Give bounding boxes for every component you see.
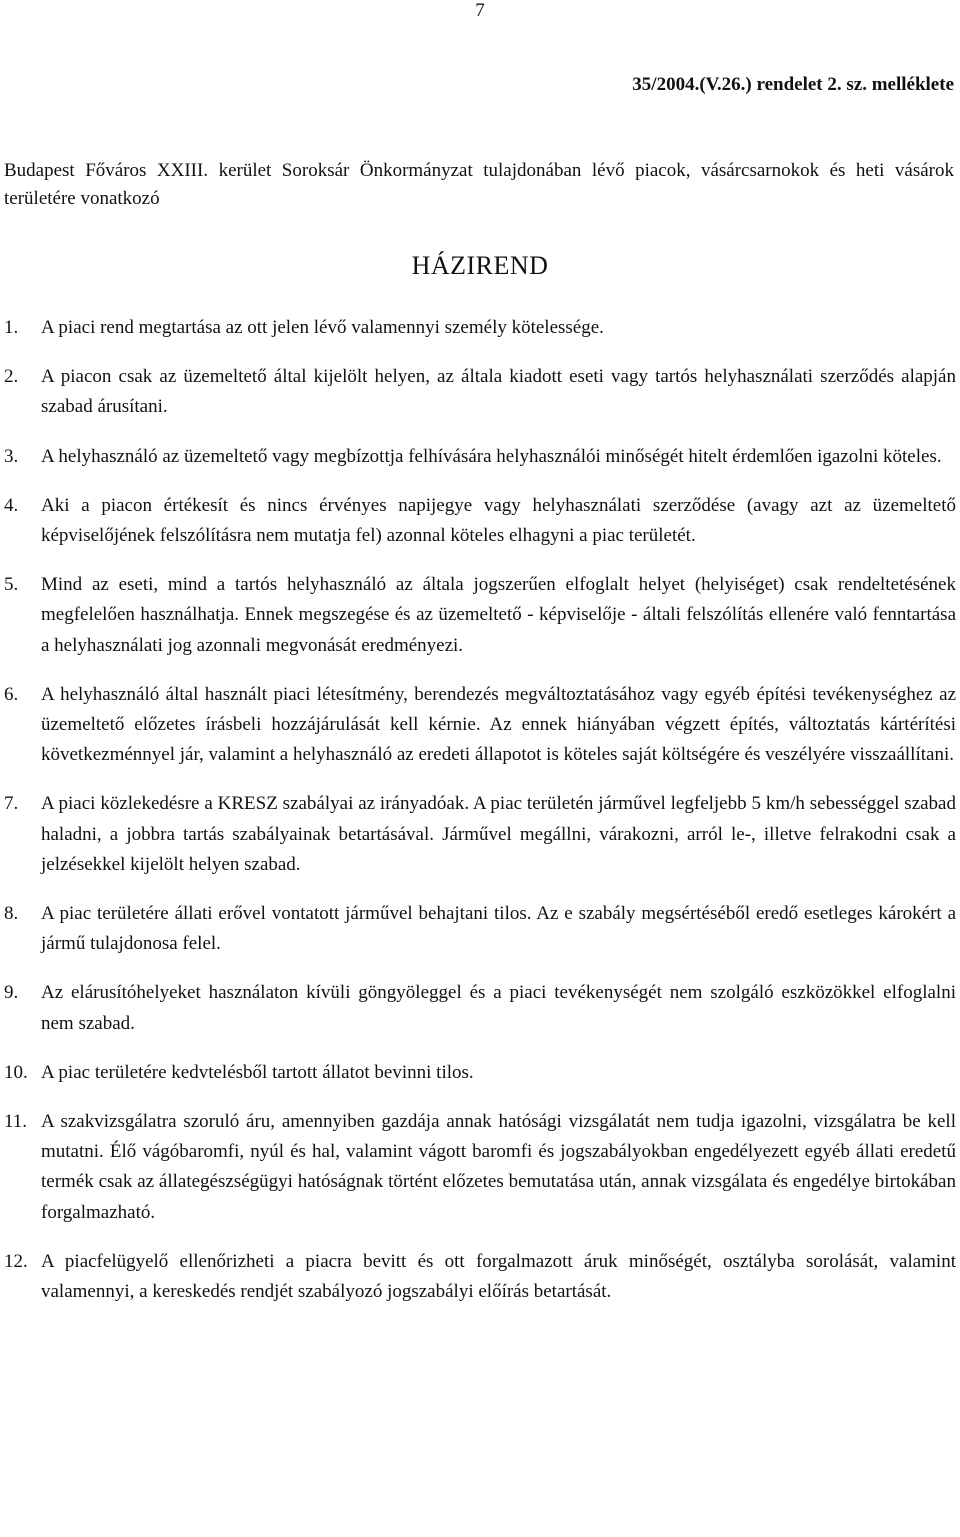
- rule-number: 12.: [4, 1250, 28, 1272]
- rule-item: [4, 1058, 956, 1088]
- rule-text: A piaci rend megtartása az ott jelen lévő valamennyi személy kötelessége.: [41, 317, 604, 338]
- intro-paragraph: Budapest Főváros XXIII. kerület Soroksár Önkormányzat tulajdonában lévő piacok, vásárcsarnokok és heti vásárok területére vonatkozó: [4, 160, 954, 209]
- rule-item: [4, 570, 956, 661]
- rule-text: A piac területére állati erővel vontatott járművel behajtani tilos. Az e szabály megsértéséből eredő esetleges károkért a jármű tulajdonosa felel.: [41, 903, 956, 955]
- rule-item: [4, 680, 956, 771]
- rule-item: [4, 313, 956, 343]
- rule-text: A piacon csak az üzemeltető által kijelölt helyen, az általa kiadott eseti vagy tartós helyhasználati szerződés alapján szabad árusítani.: [41, 366, 956, 418]
- rule-text: Az elárusítóhelyeket használaton kívüli göngyöleggel és a piaci tevékenységét nem szolgáló eszközökkel elfoglalni nem szabad.: [41, 982, 956, 1034]
- rule-item: [4, 362, 956, 422]
- rule-number: 9.: [4, 982, 19, 1004]
- page-number: 7: [475, 0, 485, 21]
- rule-item: [4, 491, 956, 551]
- rule-item: [4, 789, 956, 880]
- rule-text: A helyhasználó az üzemeltető vagy megbízottja felhívására helyhasználói minőségét hitelt érdemlően igazolni köteles.: [41, 445, 942, 467]
- rule-item: [4, 978, 956, 1038]
- rule-number: 1.: [4, 317, 19, 338]
- rule-item: [4, 899, 956, 959]
- rule-text: A piac területére kedvtelésből tartott állatot bevinni tilos.: [41, 1061, 474, 1083]
- rule-item: [4, 1247, 956, 1307]
- rule-text: Mind az eseti, mind a tartós helyhasználó az általa jogszerűen elfoglalt helyet (helyiséget) csak rendeltetésének megfelelően használhatja. Ennek megszegése és az üzemeltető - képviselője - általi felszólítás ellenére való fenntartása a helyhasználati jog azonnali megvonását eredményezi.: [41, 574, 956, 656]
- rule-text: Aki a piacon értékesít és nincs érvényes napijegye vagy helyhasználati szerződése (avagy azt az üzemeltető képviselőjének felszólításra nem mutatja fel) azonnal köteles elhagyni a piac területét.: [41, 494, 956, 547]
- rule-text: A piaci közlekedésre a KRESZ szabályai az irányadóak. A piac területén járművel legfeljebb 5 km/h sebességgel szabad haladni, a jobbra tartás szabályainak betartásával. Járművel megállni, várakozni, arról le-, illetve felrakodni csak a jelzésekkel kijelölt helyen szabad.: [41, 793, 956, 875]
- annex-reference: 35/2004.(V.26.) rendelet 2. sz. melléklete: [632, 74, 954, 95]
- rule-text: A szakvizsgálatra szoruló áru, amennyiben gazdája annak hatósági vizsgálatát nem tudja igazolni, vizsgálatra be kell mutatni. Élő vágóbaromfi, nyúl és hal, valamint vágott baromfi és jogszabályokban engedélyezett egyéb állati eredetű termék csak az állategészségügyi hatóságnak történt előzetes bemutatása után, annak vizsgálata és engedélye birtokában forgalmazható.: [41, 1111, 956, 1223]
- rule-number: 10.: [4, 1061, 28, 1083]
- rule-text: A piacfelügyelő ellenőrizheti a piacra bevitt és ott forgalmazott áruk minőségét, osztályba sorolását, valamint valamennyi, a kereskedés rendjét szabályozó jogszabályi előírás betartását.: [41, 1250, 956, 1303]
- rule-number: 11.: [4, 1111, 28, 1133]
- rule-item: [4, 1107, 956, 1228]
- rule-number: 8.: [4, 903, 19, 925]
- rule-number: 2.: [4, 366, 19, 388]
- rule-number: 4.: [4, 494, 19, 516]
- rule-number: 6.: [4, 683, 19, 705]
- rule-text: A helyhasználó által használt piaci létesítmény, berendezés megváltoztatásához vagy egyéb építési tevékenységhez az üzemeltető előzetes írásbeli hozzájárulását kell kérnie. Az ennek hiányában végzett építés, változtatás kártérítési következménnyel jár, valamint a helyhasználó az eredeti állapotot is köteles saját költségére és veszélyére visszaállítani.: [41, 683, 956, 766]
- rule-item: [4, 442, 956, 472]
- document-title: HÁZIREND: [411, 251, 549, 280]
- rule-number: 7.: [4, 793, 19, 815]
- rule-number: 3.: [4, 445, 19, 467]
- rule-list: [4, 313, 956, 1326]
- rule-number: 5.: [4, 574, 19, 596]
